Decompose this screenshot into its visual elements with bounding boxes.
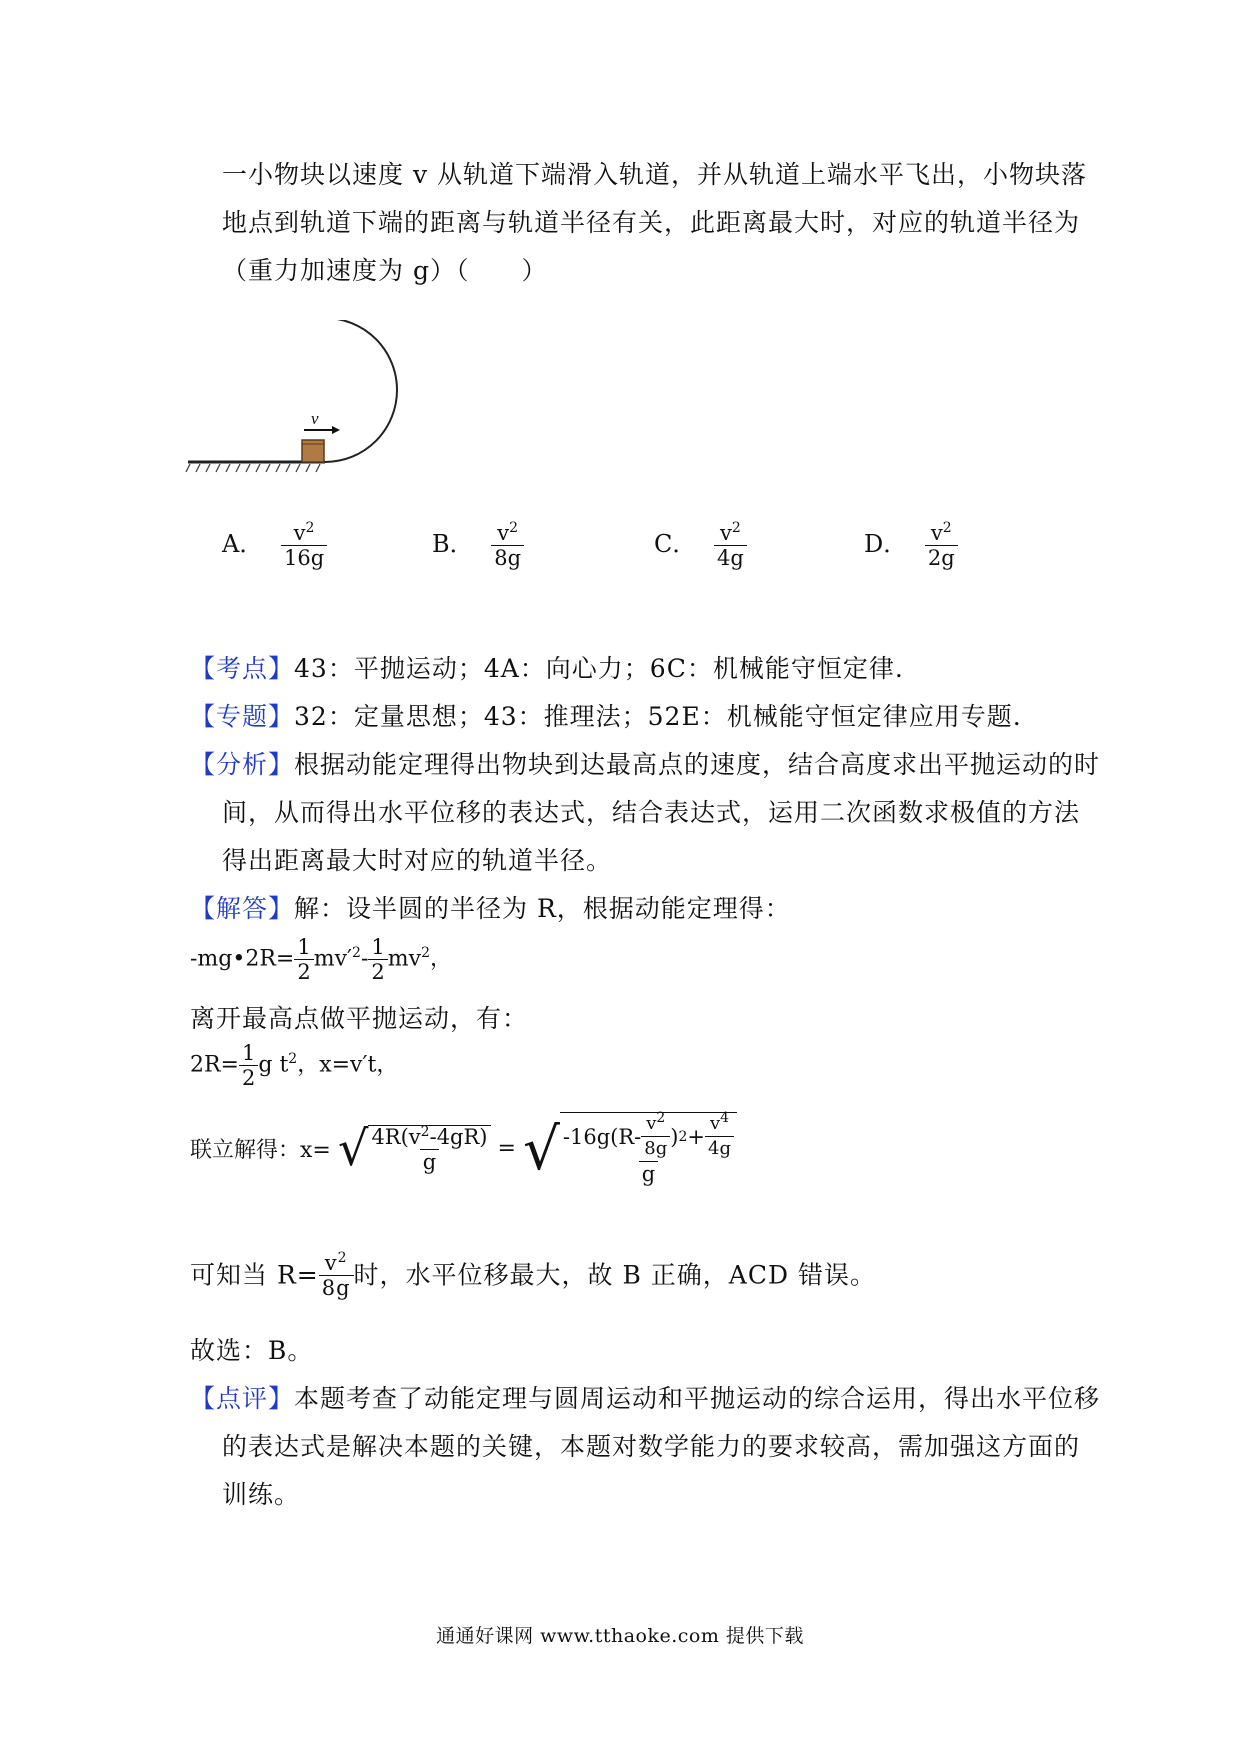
zhuanti: 【专题】32：定量思想；43：推理法；52E：机械能守恒定律应用专题. xyxy=(190,702,1022,731)
semicircle-track xyxy=(325,320,397,462)
fenxi-line-3: 得出距离最大时对应的轨道半径。 xyxy=(222,846,613,875)
footer-credit: 通通好课网 www.tthaoke.com 提供下载 xyxy=(436,1625,804,1647)
equation-solution: 联立解得：x= √ $\frac{4R(v^2-4gR)}{g}$ = √ -16g(R- $\frac{v^2}{8g}$ ) 2 + $\frac{v^4}{4g}$ g xyxy=(190,1112,737,1185)
option-d[interactable]: D． $\frac{v^2}{2g}$ xyxy=(864,522,958,569)
equation-conclusion: 可知当 R= $\frac{v^2}{8g}$ 时，水平位移最大，故 B 正确，ACD 错误。 xyxy=(190,1250,876,1300)
question-line-3: （重力加速度为 g）（ ） xyxy=(222,256,548,285)
block xyxy=(302,440,324,462)
jieda-intro: 【解答】解：设半圆的半径为 R，根据动能定理得： xyxy=(190,894,791,923)
kaodian-tag: 【考点】 xyxy=(190,654,295,683)
equation-energy: -mg•2R= $\frac{1}{2}$ $mv'^2-$ $\frac{1}{2}$ $mv^2$， xyxy=(190,935,452,984)
option-b[interactable]: B． $\frac{v^2}{8g}$ xyxy=(432,522,524,569)
answer: 故选：B。 xyxy=(190,1336,314,1365)
kaodian: 【考点】43：平抛运动；4A：向心力；6C：机械能守恒定律. xyxy=(190,654,904,683)
velocity-label: v xyxy=(311,409,319,428)
equation-projectile: 2R= $\frac{1}{2}$ g $t^2$，x=v′t， xyxy=(190,1041,399,1090)
jieda-tag: 【解答】 xyxy=(190,894,295,923)
fenxi-line-1: 【分析】根据动能定理得出物块到达最高点的速度，结合高度求出平抛运动的时 xyxy=(190,750,1101,779)
option-c[interactable]: C． $\frac{v^2}{4g}$ xyxy=(654,522,747,569)
question-line-2: 地点到轨道下端的距离与轨道半径有关，此距离最大时，对应的轨道半径为 xyxy=(222,208,1081,237)
dianping-line-3: 训练。 xyxy=(222,1480,301,1509)
jieda-line-2: 离开最高点做平抛运动，有： xyxy=(190,1004,529,1033)
dianping-line-2: 的表达式是解决本题的关键，本题对数学能力的要求较高，需加强这方面的 xyxy=(222,1432,1081,1461)
dianping-line-1: 【点评】本题考查了动能定理与圆周运动和平抛运动的综合运用，得出水平位移 xyxy=(190,1384,1101,1413)
sqrt-1: √ $\frac{4R(v^2-4gR)}{g}$ xyxy=(338,1125,491,1173)
dianping-tag: 【点评】 xyxy=(190,1384,295,1413)
fenxi-tag: 【分析】 xyxy=(190,750,295,779)
ground-hatching xyxy=(186,462,325,472)
fenxi-line-2: 间，从而得出水平位移的表达式，结合表达式，运用二次函数求极值的方法 xyxy=(222,798,1081,827)
question-line-1: 一小物块以速度 v 从轨道下端滑入轨道，并从轨道上端水平飞出，小物块落 xyxy=(222,160,1088,189)
track-figure xyxy=(180,320,420,480)
zhuanti-tag: 【专题】 xyxy=(190,702,295,731)
option-a[interactable]: A． $\frac{v^2}{16g}$ xyxy=(222,522,327,569)
sqrt-2: √ -16g(R- $\frac{v^2}{8g}$ ) 2 + $\frac{v^4}{4g}$ g xyxy=(523,1112,737,1185)
